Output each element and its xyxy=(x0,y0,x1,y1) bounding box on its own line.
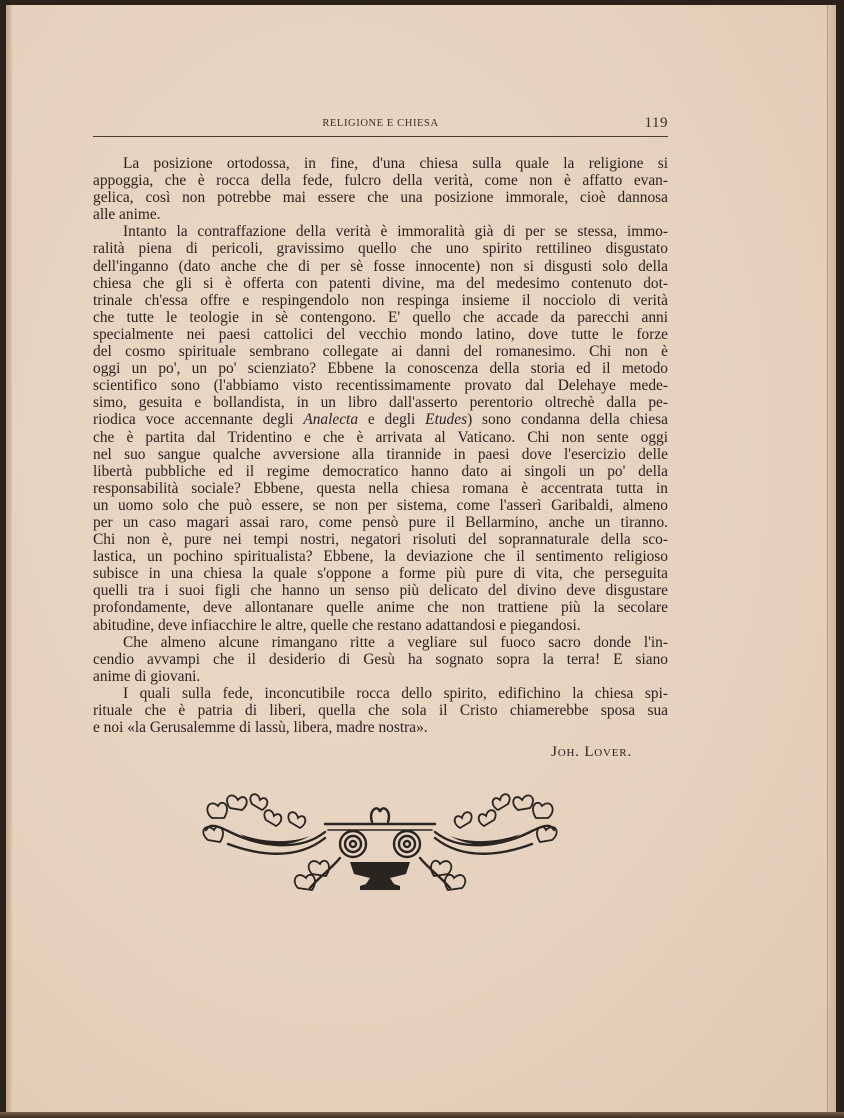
italic-title: Analecta xyxy=(303,411,359,429)
paragraph xyxy=(93,634,668,685)
book-bottom-edge xyxy=(0,1112,844,1118)
page-gutter-edge xyxy=(6,5,12,1112)
article-body xyxy=(93,155,668,736)
italic-title: Etudes xyxy=(425,411,468,429)
text-line: rituale che è patria di liberi, quella che sola il Cristo chiamerebbe sposa sua xyxy=(93,702,668,719)
text-line: alle anime. xyxy=(93,206,161,224)
text-line: La posizione ortodossa, in fine, d'una chiesa sulla quale la religione si xyxy=(123,155,668,172)
paragraph xyxy=(93,155,668,223)
text-line: responsabilità sociale? Ebbene, questa nella chiesa romana è accentrata tutta in xyxy=(93,479,668,497)
text-line: anime di giovani. xyxy=(93,667,201,685)
text-line: che tutte le teologie in sè contengono. E' quello che accade da parecchi anni xyxy=(93,308,668,326)
text-line: e noi «la Gerusalemme di lassù, libera, madre nostra». xyxy=(93,719,428,737)
text-line: quelli tra i suoi figli che hanno un senso più delicato del divino deve disgustare xyxy=(93,582,668,600)
text-line: del cosmo spirituale sembrano collegate ai danni del romanesimo. Chi non è xyxy=(93,343,668,361)
text-line: specialmente nei paesi cattolici del vecchio mondo latino, dove tutte le forze xyxy=(93,325,668,343)
text-line: un uomo solo che può essere, se non per sistema, come l'asserì Garibaldi, almeno xyxy=(93,496,668,514)
text-line: chiesa che gli si è offerta con patenti divine, ma del medesimo contenuto dot- xyxy=(93,274,668,292)
text-line: Che almeno alcune rimangano ritte a vegliare sul fuoco sacro donde l'in- xyxy=(123,633,668,651)
vase-with-vines-ornament xyxy=(200,792,560,898)
text-line: riodica voce accennante degli Analecta e degli Etudes) sono condanna della chiesa xyxy=(93,411,668,429)
page-number: 119 xyxy=(644,115,668,131)
author-signature: Joh. Lover. xyxy=(551,744,632,760)
paragraph xyxy=(93,685,668,736)
text-line: Chi non è, pure nei tempi nostri, negatori risoluti del soprannaturale della sco- xyxy=(93,531,668,549)
text-line: per un caso magari assai raro, come pensò pure il Bellarmino, anche un tiranno. xyxy=(93,513,668,531)
text-line: subisce in una chiesa la quale s'oppone a forme più pure di vita, che perseguita xyxy=(93,565,668,583)
text-line: trinale ch'essa offre e respingendolo non respinga insieme il nocciolo di verità xyxy=(93,291,668,309)
running-header xyxy=(93,116,668,137)
text-line: I quali sulla fede, inconcutibile rocca dello spirito, edifichino la chiesa spi- xyxy=(123,684,668,702)
text-line: libertà pubbliche ed il regime democratico hanno dato ai singoli un po' della xyxy=(93,462,668,480)
text-line: cendio avvampi che il desiderio di Gesù ha sognato sopra la terra! E siano xyxy=(93,650,668,668)
text-line: dell'inganno (dato anche che di per sè fosse innocente) non si disgusti solo della xyxy=(93,257,668,275)
page-fore-edge xyxy=(827,5,836,1112)
text-line: simo, gesuita e bollandista, in un libro dall'asserto perentorio oltrechè dalla pe- xyxy=(93,394,668,412)
paragraph xyxy=(93,223,668,633)
text-line: Intanto la contraffazione della verità è immoralità già di per se stessa, immo- xyxy=(123,223,668,241)
text-line: ralità piena di pericoli, gravissimo quello che uno spirito rettilineo disgustato xyxy=(93,240,668,258)
text-line: oggi un po', un po' scienziato? Ebbene la conoscenza della storia ed il metodo xyxy=(93,360,668,378)
text-line: abitudine, deve infiacchire le altre, quelle che restano adattandosi e piegandosi. xyxy=(93,616,581,634)
text-line: gelica, così non potrebbe mai essere che una posizione immorale, cioè dannosa xyxy=(93,189,668,207)
text-line: profondamente, deve allontanare quelle anime che non trattiene più la secolare xyxy=(93,599,668,617)
text-line: che è partita dal Tridentino e che è arrivata al Vaticano. Chi non sente oggi xyxy=(93,428,668,446)
text-line: appoggia, che è rocca della fede, fulcro della verità, come non è affatto evan- xyxy=(93,172,668,190)
text-line: nel suo sangue qualche avversione alla tirannide in paesi dove l'esercizio delle xyxy=(93,445,668,463)
text-line: lastica, un pochino spiritualista? Ebbene, la deviazione che il sentimento religioso xyxy=(93,548,668,566)
running-title: RELIGIONE E CHIESA xyxy=(322,118,439,129)
text-line: scientifico sono (l'abbiamo visto recentissimamente provato dal Delehaye mede- xyxy=(93,377,668,395)
